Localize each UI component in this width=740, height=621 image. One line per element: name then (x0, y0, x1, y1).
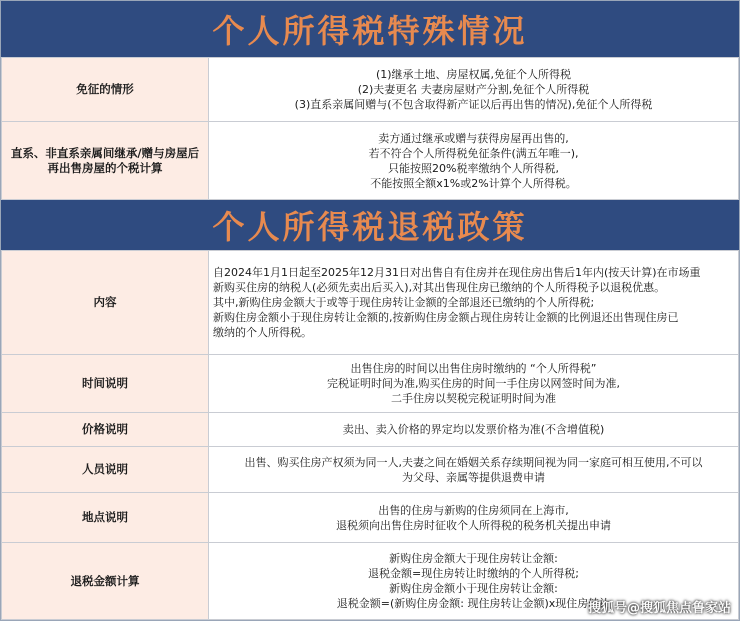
text-line: 退税金额=(新购住房金额: 现住房转让金额)x现住房转让 (336, 597, 611, 610)
text-line: 新购住房金额小于现住房转让金额的,按新购住房金额占现住房转让金额的比例退还出售现住房已 (213, 311, 679, 324)
row-label-exempt: 免征的情形 (2, 58, 209, 122)
text-line: 完税证明时间为准,购买住房的时间一手住房以网签时间为准, (327, 377, 620, 390)
label-line: 再出售房屋的个税计算 (47, 160, 163, 175)
table-row (2, 447, 739, 493)
label-line: 直系、非直系亲属间继承/赠与房屋后 (10, 145, 200, 160)
special-table (1, 57, 739, 200)
table-row (2, 251, 739, 355)
text-line: 出售住房的时间以出售住房时缴纳的 “个人所得税” (350, 362, 597, 375)
text-line: 退税须向出售住房时征收个人所得税的税务机关提出申请 (336, 518, 611, 532)
row-label-content: 内容 (2, 251, 209, 355)
text-line: (2)夫妻更名 夫妻房屋财产分割,免征个人所得税 (357, 83, 590, 96)
text-line: 卖方通过继承或赠与获得房屋再出售的, (378, 131, 569, 145)
row-content-place (209, 493, 739, 543)
text-line: 新购买住房的纳税人(必须先卖出后买入),对其出售现住房已缴纳的个人所得税予以退税优惠。 (213, 281, 666, 294)
row-label-calc: 退税金额计算 (2, 543, 209, 620)
text-line: (3)直系亲属间赠与(不包含取得新产证以后再出售的情况),免征个人所得税 (294, 98, 653, 111)
row-content-inherit (209, 122, 739, 200)
refund-table (1, 250, 739, 620)
row-label-inherit (2, 122, 209, 200)
text-line: 只能按照20%税率缴纳个人所得税, (388, 161, 559, 175)
text-line: 自2024年1月1日起至2025年12月31日对出售自有住房并在现住房出售后1年内(按天计算)在市场重 (213, 266, 701, 279)
table-row (2, 493, 739, 543)
section-title-refund: 个人所得税退税政策 (1, 200, 739, 250)
row-label-place: 地点说明 (2, 493, 209, 543)
text-line: 若不符合个人所得税免征条件(满五年唯一), (368, 146, 579, 160)
row-content-time (209, 355, 739, 413)
table-row (2, 58, 739, 122)
row-content-price (209, 413, 739, 447)
section-title-special: 个人所得税特殊情况 (1, 1, 739, 57)
row-content-person (209, 447, 739, 493)
row-label-price: 价格说明 (2, 413, 209, 447)
row-label-person: 人员说明 (2, 447, 209, 493)
text-line: (1)继承土地、房屋权属,免征个人所得税 (375, 68, 572, 81)
text-line: 出售的住房与新购的住房须同在上海市, (378, 503, 569, 517)
text-line: 卖出、卖入价格的界定均以发票价格为准(不含增值税) (342, 423, 605, 436)
text-line: 二手住房以契税完税证明时间为准 (391, 392, 556, 405)
text-line: 不能按照全额x1%或2%计算个人所得税。 (370, 176, 577, 190)
watermark: 搜狐号@搜狐焦点鲁家站 (587, 601, 731, 616)
text-line: 新购住房金额小于现住房转让金额: (389, 582, 558, 595)
row-content-content (209, 251, 739, 355)
text-line: 其中,新购住房金额大于或等于现住房转让金额的全部退还已缴纳的个人所得税; (213, 296, 595, 309)
table-row (2, 122, 739, 200)
text-line: 退税金额=现住房转让时缴纳的个人所得税; (368, 567, 579, 580)
row-content-exempt (209, 58, 739, 122)
text-line: 为父母、亲属等提供退费申请 (402, 470, 545, 484)
row-label-time: 时间说明 (2, 355, 209, 413)
text-line: 出售、购买住房产权须为同一人,夫妻之间在婚姻关系存续期间视为同一家庭可相互使用,不可以 (244, 455, 703, 469)
text-line: 缴纳的个人所得税。 (213, 326, 312, 339)
table-row (2, 355, 739, 413)
table-row (2, 413, 739, 447)
text-line: 新购住房金额大于现住房转让金额: (389, 552, 558, 565)
